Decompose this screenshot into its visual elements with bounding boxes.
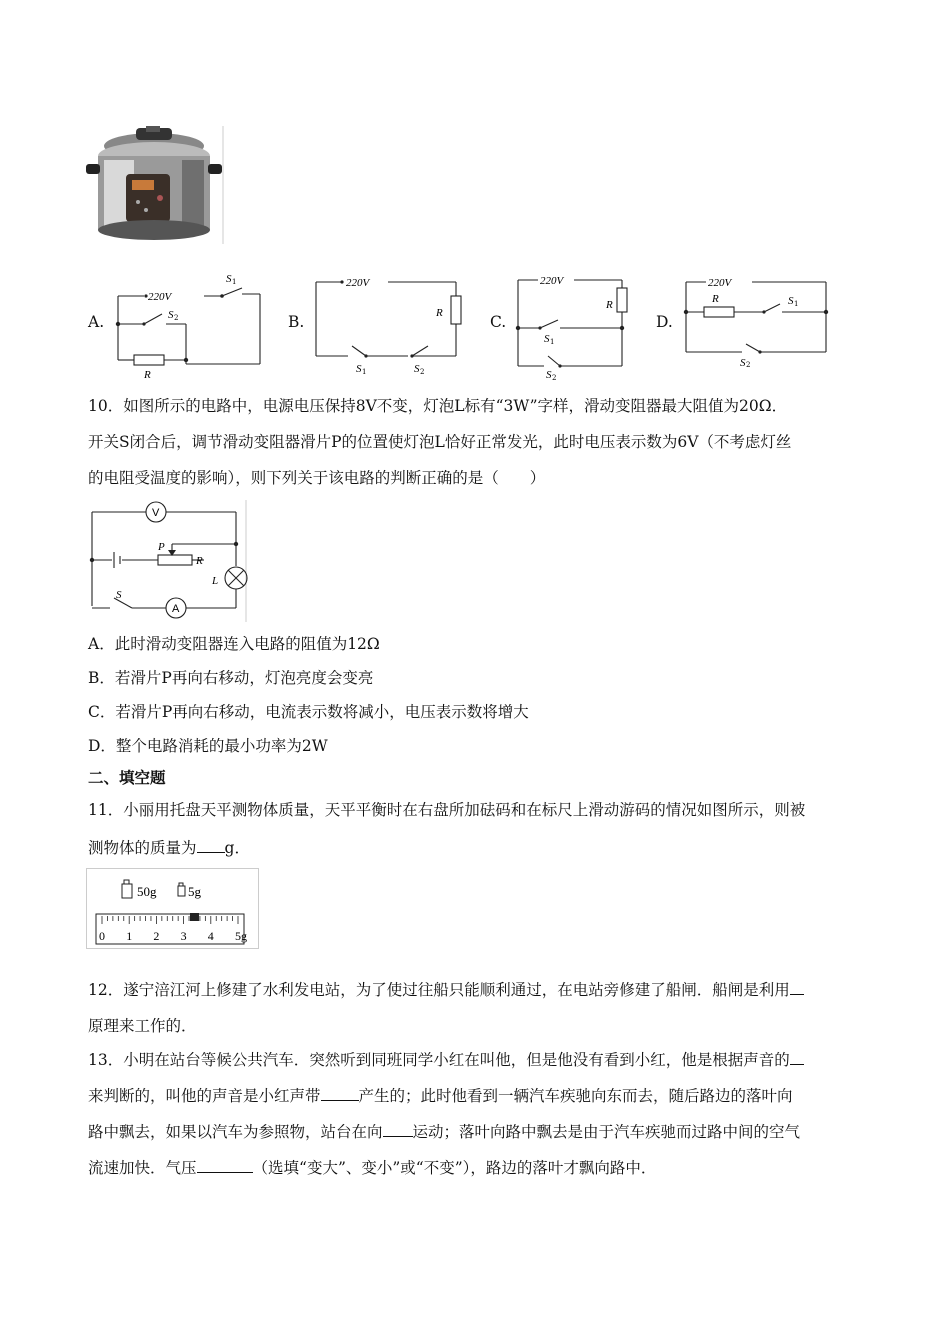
circuit-c-s2: S bbox=[546, 369, 552, 380]
circuit-b-volt: 220V bbox=[346, 277, 370, 289]
q13-blank-2[interactable] bbox=[321, 1086, 359, 1101]
circuit-c-s1-sub: 1 bbox=[550, 338, 555, 346]
option-d-label: D. bbox=[656, 313, 673, 331]
q13-line-4 bbox=[88, 1158, 656, 1178]
q10-line-3: 的电阻受温度的影响），则下列关于该电路的判断正确的是（ ） bbox=[88, 469, 546, 487]
q11-line-1: 11．小丽用托盘天平测物体质量，天平平衡时在右盘所加砝码和在标尺上滑动游码的情况如图所示，则被 bbox=[88, 801, 806, 819]
q13-line-2 bbox=[88, 1086, 793, 1106]
q10-ammeter-label: A bbox=[172, 603, 180, 615]
q10-circuit-diagram bbox=[86, 500, 250, 622]
q13-line-1-text: 13．小明在站台等候公共汽车．突然听到同班同学小红在叫他，但是他没有看到小红，他是根据声音的 bbox=[88, 1051, 790, 1069]
q10-option-c: C．若滑片P再向右移动，电流表示数将减小，电压表示数将增大 bbox=[88, 703, 529, 721]
option-a-label: A. bbox=[88, 313, 105, 331]
q10-line-2: 开关S闭合后，调节滑动变阻器滑片P的位置使灯泡L恰好正常发光，此时电压表示数为6V（不考虑灯丝 bbox=[88, 433, 792, 451]
weight-50g: 50g bbox=[137, 884, 157, 899]
q12-blank[interactable] bbox=[790, 980, 804, 995]
circuit-d-volt: 220V bbox=[708, 277, 732, 289]
pressure-cooker-image bbox=[86, 126, 224, 244]
circuit-d-s1-sub: 1 bbox=[794, 300, 799, 308]
q13-line-2-a: 来判断的，叫他的声音是小红声带 bbox=[88, 1087, 321, 1105]
circuit-b bbox=[308, 268, 468, 380]
q10-option-b: B．若滑片P再向右移动，灯泡亮度会变亮 bbox=[88, 669, 374, 687]
q13-line-3-b: 运动；落叶向路中飘去是由于汽车疾驰而过路中间的空气 bbox=[412, 1123, 801, 1141]
circuit-c-s1: S bbox=[544, 333, 550, 345]
pressure-cooker-icon bbox=[86, 126, 224, 244]
q12-line-2: 原理来工作的． bbox=[88, 1017, 197, 1035]
balance-figure bbox=[86, 868, 260, 950]
q12-line-1-text: 12．遂宁涪江河上修建了水利发电站，为了使过往船只能顺利通过，在电站旁修建了船闸．船闸是利用 bbox=[88, 981, 790, 999]
q10-option-d: D．整个电路消耗的最小功率为2W bbox=[88, 737, 328, 755]
circuit-d-s2-sub: 2 bbox=[746, 361, 751, 368]
circuit-a bbox=[106, 268, 266, 380]
q10-r-label: R bbox=[196, 555, 203, 567]
circuit-d-s1: S bbox=[788, 295, 794, 307]
q10-line-1: 10．如图所示的电路中，电源电压保持8V不变，灯泡L标有“3W”字样，滑动变阻器最大阻值为20Ω． bbox=[88, 397, 788, 415]
circuit-b-r: R bbox=[436, 307, 443, 319]
circuit-d bbox=[676, 268, 834, 368]
circuit-a-diagram bbox=[106, 268, 266, 380]
ruler-label: 0 bbox=[99, 929, 105, 943]
q10-option-a: A．此时滑动变阻器连入电路的阻值为12Ω bbox=[88, 635, 380, 653]
ruler-label: 2 bbox=[153, 929, 160, 943]
q13-line-3-a: 路中飘去，如果以汽车为参照物，站台在向 bbox=[88, 1123, 383, 1141]
ruler-label: 3 bbox=[180, 929, 187, 943]
q11-line-2-a: 测物体的质量为 bbox=[88, 839, 197, 857]
q13-blank-3[interactable] bbox=[383, 1122, 413, 1137]
circuit-c-volt: 220V bbox=[540, 275, 564, 287]
rider-slider bbox=[190, 913, 199, 921]
ruler-label: 5g bbox=[235, 929, 247, 943]
q11-line-2-b: g． bbox=[224, 839, 250, 857]
circuit-a-s1-sub: 1 bbox=[232, 278, 237, 286]
q13-line-4-b: （选填“变大”、变小”或“不变”），路边的落叶才飘向路中． bbox=[252, 1159, 657, 1177]
q13-line-2-b: 产生的；此时他看到一辆汽车疾驰向东而去，随后路边的落叶向 bbox=[358, 1087, 793, 1105]
q10-l-label: L bbox=[212, 575, 219, 587]
circuit-c-diagram bbox=[510, 268, 640, 380]
weight-5g: 5g bbox=[188, 884, 201, 899]
circuit-d-diagram bbox=[676, 268, 834, 368]
option-b-label: B. bbox=[288, 313, 305, 331]
circuit-c-r: R bbox=[606, 299, 613, 311]
circuit-a-s2: S bbox=[168, 309, 174, 321]
circuit-b-diagram bbox=[308, 268, 468, 380]
q13-line-3 bbox=[88, 1122, 800, 1142]
q10-s-label: S bbox=[116, 589, 122, 601]
q13-blank-4[interactable] bbox=[197, 1158, 253, 1173]
q13-line-4-a: 流速加快．气压 bbox=[88, 1159, 197, 1177]
q11-line-2 bbox=[88, 838, 250, 858]
circuit-b-s2: S bbox=[414, 363, 420, 375]
q10-p-label: P bbox=[158, 541, 165, 553]
ruler-label: 1 bbox=[126, 929, 133, 943]
balance-diagram bbox=[86, 868, 260, 950]
circuit-a-s1: S bbox=[226, 273, 232, 285]
circuit-d-r: R bbox=[712, 293, 719, 305]
circuit-d-s2: S bbox=[740, 357, 746, 368]
ruler-label: 4 bbox=[207, 929, 214, 943]
circuit-a-r: R bbox=[144, 369, 151, 380]
circuit-c bbox=[510, 268, 640, 380]
q11-blank[interactable] bbox=[197, 838, 225, 853]
section-title: 二、填空题 bbox=[88, 769, 166, 787]
q13-line-1 bbox=[88, 1050, 804, 1070]
q10-circuit bbox=[86, 500, 250, 622]
option-c-label: C. bbox=[490, 313, 507, 331]
q12-line-1 bbox=[88, 980, 804, 1000]
circuit-a-s2-sub: 2 bbox=[174, 314, 179, 322]
circuit-b-s1: S bbox=[356, 363, 362, 375]
circuit-c-s2-sub: 2 bbox=[552, 374, 557, 380]
circuit-b-s1-sub: 1 bbox=[362, 368, 367, 376]
circuit-b-s2-sub: 2 bbox=[420, 368, 425, 376]
circuit-a-volt: 220V bbox=[148, 291, 172, 303]
q13-blank-1[interactable] bbox=[790, 1050, 804, 1065]
q10-voltmeter-label: V bbox=[152, 507, 160, 519]
